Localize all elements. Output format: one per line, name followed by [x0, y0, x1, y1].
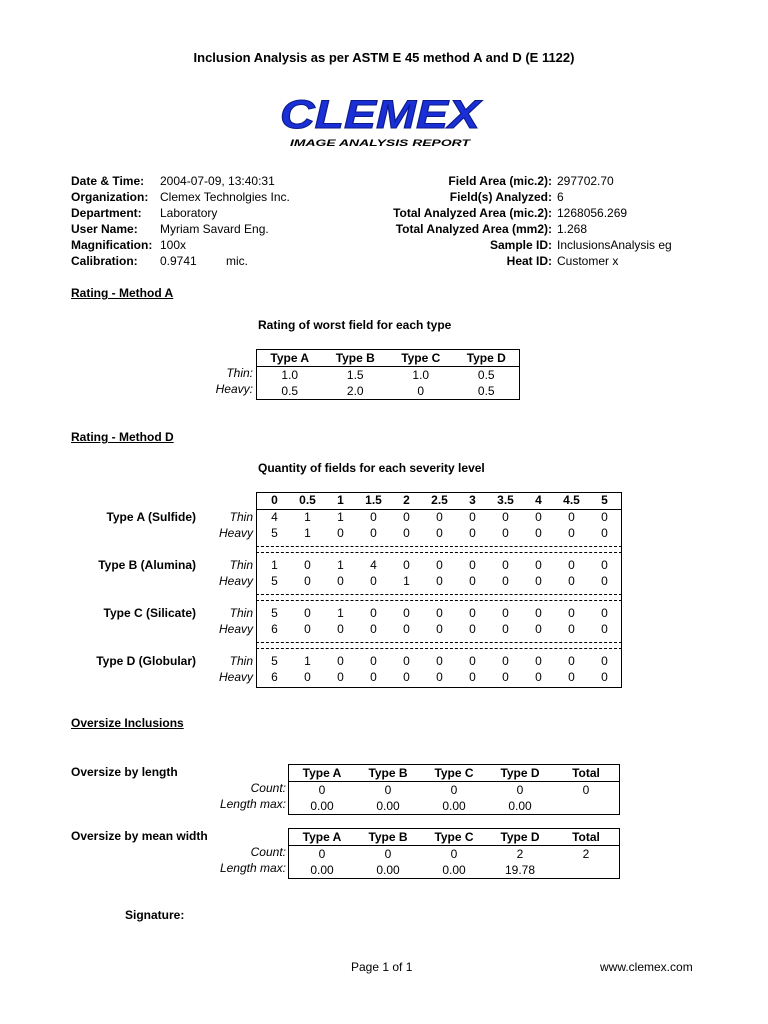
table-cell: 0 [304, 558, 311, 572]
inclusion-type-label: Type D (Globular) [96, 654, 196, 668]
table-cell: 0 [403, 558, 410, 572]
inclusion-type-label: Type B (Alumina) [98, 558, 196, 572]
table-cell: 0 [403, 606, 410, 620]
table-cell: 0 [568, 558, 575, 572]
table-cell: 0 [384, 782, 392, 797]
clemex-logo [275, 93, 485, 151]
method-d-heading: Rating - Method D [71, 430, 174, 444]
info-label: Heat ID: [506, 254, 552, 268]
table-cell: 0 [403, 526, 410, 540]
info-label: Date & Time: [71, 174, 145, 188]
table-cell: 0.00 [376, 798, 400, 813]
website-link[interactable]: www.clemex.com [600, 960, 693, 974]
column-header: Type B [323, 350, 389, 367]
table-cell: 19.78 [504, 862, 536, 877]
column-header: Type B [355, 765, 421, 782]
table-cell: 0 [337, 622, 344, 636]
table-cell: 6 [271, 622, 278, 636]
table-cell: 1 [337, 558, 344, 572]
row-label: Heavy: [215, 382, 253, 396]
table-cell: 0 [502, 510, 509, 524]
table-cell: 0 [436, 574, 443, 588]
table-cell: 0.5 [281, 383, 299, 398]
table-row [257, 367, 520, 384]
table-cell: 0 [601, 558, 608, 572]
table-cell: 0.5 [477, 367, 495, 382]
group-divider [256, 642, 622, 643]
table-cell: 0 [568, 622, 575, 636]
group-divider [256, 648, 622, 649]
info-value: 0.9741 [160, 254, 197, 268]
table-cell: 0.00 [442, 862, 466, 877]
row-label: Thin [229, 654, 253, 668]
row-label: Thin: [226, 366, 253, 380]
table-cell: 2 [516, 846, 524, 861]
method-d-caption: Quantity of fields for each severity level [258, 461, 485, 475]
table-row [289, 846, 620, 863]
table-cell: 0.00 [310, 862, 334, 877]
table-cell: 1.5 [346, 367, 364, 382]
table-cell: 0 [304, 574, 311, 588]
table-cell: 5 [271, 574, 278, 588]
oversize-caption: Oversize by length [71, 765, 178, 779]
column-header: 1.5 [365, 493, 382, 507]
table-cell: 5 [271, 654, 278, 668]
table-row [289, 782, 620, 799]
row-label: Thin [229, 510, 253, 524]
info-value: 1.268 [557, 222, 588, 236]
info-label: Total Analyzed Area (mm2): [395, 222, 552, 236]
info-value: Clemex Technolgies Inc. [160, 190, 290, 204]
table-cell: 0 [370, 670, 377, 684]
table-cell: 2 [582, 846, 590, 861]
column-header: 4 [535, 493, 542, 507]
row-label: Thin [229, 606, 253, 620]
table-cell: 0 [370, 622, 377, 636]
column-header: Type B [355, 829, 421, 846]
info-label: Sample ID: [489, 238, 552, 252]
column-header: Type A [289, 829, 356, 846]
oversize-grid [288, 828, 620, 879]
group-divider [256, 546, 622, 547]
info-label: Calibration: [71, 254, 138, 268]
page-title: Inclusion Analysis as per ASTM E 45 method A and D (E 1122) [193, 50, 575, 65]
table-cell: 0 [535, 526, 542, 540]
table-cell: 0 [568, 606, 575, 620]
table-cell: 0 [436, 606, 443, 620]
info-value: 1268056.269 [557, 206, 628, 220]
table-cell: 0 [535, 654, 542, 668]
info-value: 297702.70 [557, 174, 614, 188]
column-header: Type A [257, 350, 323, 367]
table-cell: 0 [436, 510, 443, 524]
info-unit: mic. [226, 254, 248, 268]
table-cell: 1.0 [412, 367, 430, 382]
table-cell: 0 [469, 670, 476, 684]
table-cell [553, 862, 620, 879]
table-cell: 0 [601, 622, 608, 636]
info-value: InclusionsAnalysis eg [557, 238, 672, 252]
table-cell: 0 [535, 574, 542, 588]
method-a-caption: Rating of worst field for each type [258, 318, 452, 332]
table-cell: 0 [337, 574, 344, 588]
table-cell: 5 [271, 606, 278, 620]
table-cell: 1 [304, 654, 311, 668]
table-cell: 0 [450, 846, 458, 861]
info-label: Total Analyzed Area (mic.2): [393, 206, 552, 220]
table-cell: 0 [370, 574, 377, 588]
table-cell: 1.0 [281, 367, 299, 382]
info-label: User Name: [71, 222, 138, 236]
table-cell: 0 [601, 526, 608, 540]
row-label: Count: [250, 845, 286, 859]
table-cell: 0 [403, 654, 410, 668]
table-cell: 1 [304, 510, 311, 524]
table-cell: 2.0 [346, 383, 364, 398]
info-value: 2004-07-09, 13:40:31 [160, 174, 275, 188]
column-header: 0.5 [299, 493, 316, 507]
column-header: Total [553, 829, 620, 846]
row-label: Heavy [218, 526, 253, 540]
group-divider [256, 594, 622, 595]
table-cell: 0 [318, 782, 326, 797]
table-cell: 0 [601, 574, 608, 588]
table-cell: 0 [469, 526, 476, 540]
oversize-caption: Oversize by mean width [71, 829, 208, 843]
table-cell: 0 [469, 510, 476, 524]
table-cell: 0 [436, 670, 443, 684]
column-header: 2 [403, 493, 410, 507]
table-cell: 0 [436, 526, 443, 540]
inclusion-type-label: Type A (Sulfide) [106, 510, 196, 524]
info-value: Laboratory [160, 206, 218, 220]
table-cell: 0 [370, 510, 377, 524]
table-row [257, 383, 520, 400]
table-cell: 0 [601, 654, 608, 668]
page-number: Page 1 of 1 [351, 960, 413, 974]
table-cell: 0 [516, 782, 524, 797]
info-label: Magnification: [71, 238, 153, 252]
column-header: Type C [421, 765, 487, 782]
logo-subtitle: IMAGE ANALYSIS REPORT [290, 138, 473, 148]
table-cell: 0 [417, 383, 425, 398]
table-cell: 0.00 [442, 798, 466, 813]
table-cell: 0 [568, 654, 575, 668]
header-row [289, 829, 620, 846]
column-header: Type D [487, 829, 553, 846]
table-cell: 0 [502, 526, 509, 540]
signature-label: Signature: [125, 908, 185, 922]
table-cell: 0 [370, 526, 377, 540]
oversize-grid [288, 764, 620, 815]
info-label: Field(s) Analyzed: [449, 190, 552, 204]
table-cell: 0 [436, 558, 443, 572]
info-label: Organization: [71, 190, 149, 204]
table-cell: 5 [271, 526, 278, 540]
inclusion-type-label: Type C (Silicate) [103, 606, 196, 620]
column-header: 4.5 [563, 493, 580, 507]
info-label: Department: [71, 206, 142, 220]
table-row [289, 862, 620, 879]
table-cell: 0 [535, 558, 542, 572]
table-cell [553, 798, 620, 815]
table-cell: 0 [304, 606, 311, 620]
table-cell: 0 [568, 574, 575, 588]
table-cell: 0 [469, 606, 476, 620]
info-value: Customer x [557, 254, 619, 268]
table-cell: 0 [469, 574, 476, 588]
table-cell: 4 [271, 510, 278, 524]
info-label: Field Area (mic.2): [448, 174, 552, 188]
method-a-heading: Rating - Method A [71, 286, 174, 300]
table-cell: 0 [450, 782, 458, 797]
table-cell: 0 [337, 670, 344, 684]
column-header: Total [553, 765, 620, 782]
table-row [289, 798, 620, 815]
table-cell: 6 [271, 670, 278, 684]
table-cell: 0 [384, 846, 392, 861]
table-cell: 0 [535, 606, 542, 620]
table-cell: 1 [271, 558, 278, 572]
column-header: Type A [289, 765, 356, 782]
table-cell: 0 [337, 654, 344, 668]
column-header: Type D [487, 765, 553, 782]
table-cell: 0 [535, 622, 542, 636]
table-cell: 1 [337, 606, 344, 620]
column-header: 3 [469, 493, 476, 507]
table-cell: 0 [502, 606, 509, 620]
info-value: 6 [557, 190, 564, 204]
table-cell: 0 [469, 558, 476, 572]
column-header: Type C [421, 829, 487, 846]
table-cell: 1 [337, 510, 344, 524]
table-cell: 0 [469, 654, 476, 668]
table-cell: 0.5 [477, 383, 495, 398]
oversize-heading: Oversize Inclusions [71, 716, 184, 730]
table-cell: 0 [601, 606, 608, 620]
table-cell: 0.00 [508, 798, 532, 813]
table-cell: 0 [502, 622, 509, 636]
table-cell: 0.00 [310, 798, 334, 813]
table-cell: 1 [403, 574, 410, 588]
table-cell: 0 [304, 670, 311, 684]
row-label: Count: [250, 781, 286, 795]
table-cell: 4 [370, 558, 377, 572]
info-value: Myriam Savard Eng. [160, 222, 269, 236]
table-cell: 0 [601, 510, 608, 524]
row-label: Thin [229, 558, 253, 572]
table-cell: 0.00 [376, 862, 400, 877]
table-cell: 0 [568, 670, 575, 684]
column-header: Type D [454, 350, 520, 367]
info-value: 100x [160, 238, 187, 252]
table-cell: 0 [582, 782, 590, 797]
group-divider [256, 600, 622, 601]
table-cell: 0 [304, 622, 311, 636]
table-cell: 0 [535, 510, 542, 524]
column-header: 3.5 [497, 493, 514, 507]
method-a-grid [256, 349, 520, 400]
header-row [257, 350, 520, 367]
column-header: 0 [271, 493, 278, 507]
column-header: 5 [601, 493, 608, 507]
row-label: Length max: [219, 861, 286, 875]
column-header: 2.5 [431, 493, 448, 507]
table-cell: 1 [304, 526, 311, 540]
column-header: 1 [337, 493, 344, 507]
table-cell: 0 [403, 622, 410, 636]
table-cell: 0 [337, 526, 344, 540]
table-cell: 0 [436, 622, 443, 636]
table-cell: 0 [403, 670, 410, 684]
table-cell: 0 [502, 574, 509, 588]
table-cell: 0 [568, 510, 575, 524]
header-row [289, 765, 620, 782]
row-label: Length max: [219, 797, 286, 811]
logo-text: CLEMEX [280, 93, 483, 137]
table-cell: 0 [568, 526, 575, 540]
table-cell: 0 [370, 654, 377, 668]
row-label: Heavy [218, 670, 253, 684]
table-cell: 0 [601, 670, 608, 684]
table-cell: 0 [535, 670, 542, 684]
table-cell: 0 [502, 654, 509, 668]
group-divider [256, 552, 622, 553]
row-label: Heavy [218, 622, 253, 636]
table-cell: 0 [502, 670, 509, 684]
row-label: Heavy [218, 574, 253, 588]
column-header: Type C [388, 350, 454, 367]
table-cell: 0 [403, 510, 410, 524]
table-cell: 0 [436, 654, 443, 668]
table-cell: 0 [502, 558, 509, 572]
table-cell: 0 [370, 606, 377, 620]
table-cell: 0 [469, 622, 476, 636]
table-cell: 0 [318, 846, 326, 861]
